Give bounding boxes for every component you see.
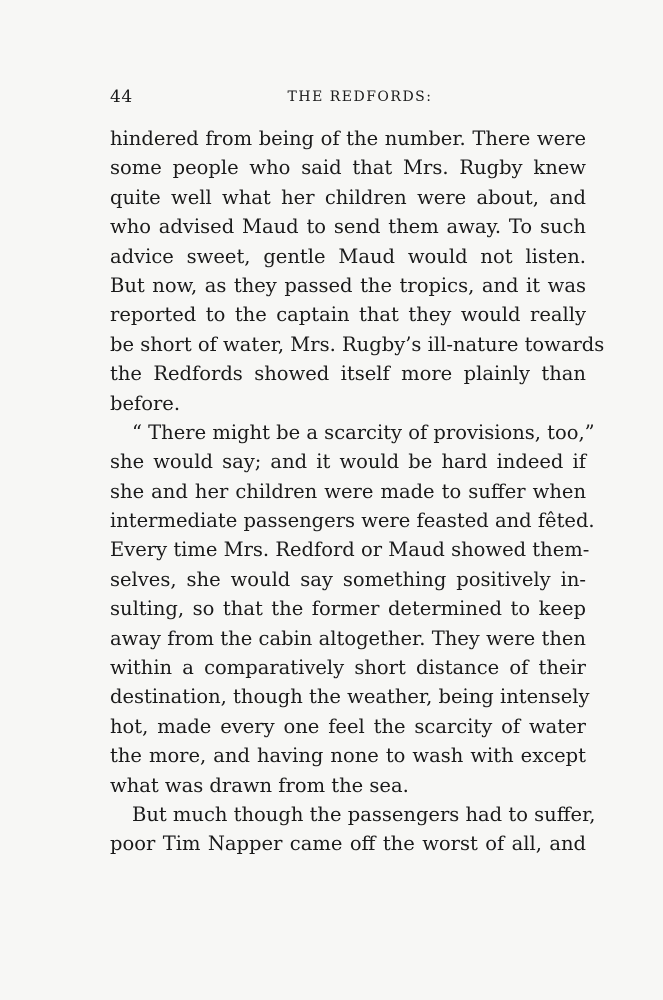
text-line: Every time Mrs. Redford or Maud showed them- <box>110 538 590 562</box>
text-line: But much though the passengers had to suffer, <box>132 802 596 826</box>
text-line: the Redfords showed itself more plainly than <box>110 362 586 386</box>
text-line: destination, though the weather, being intensely <box>110 685 590 709</box>
text-line: who advised Maud to send them away. To such <box>110 215 586 239</box>
text-line: be short of water, Mrs. Rugby’s ill-nature towards <box>110 332 605 356</box>
text-line: “ There might be a scarcity of provisions, too,” <box>132 420 595 444</box>
running-title: THE REDFORDS: <box>287 89 433 105</box>
text-line: away from the cabin altogether. They were then <box>110 626 586 650</box>
page-number: 44 <box>110 87 133 107</box>
text-line: sulting, so that the former determined to keep <box>110 597 586 621</box>
text-line: poor Tim Napper came off the worst of all, and <box>110 832 586 856</box>
text-line: within a comparatively short distance of their <box>110 656 586 680</box>
running-head <box>110 83 586 111</box>
text-line: But now, as they passed the tropics, and it was <box>110 273 586 297</box>
text-line: what was drawn from the sea. <box>110 773 409 797</box>
text-line: hindered from being of the number. There were <box>110 127 586 150</box>
text-line: some people who said that Mrs. Rugby knew <box>110 156 586 180</box>
text-line: intermediate passengers were feasted and fêted. <box>110 509 595 533</box>
text-line: hot, made every one feel the scarcity of water <box>110 714 586 738</box>
text-line: she would say; and it would be hard indeed if <box>110 450 586 474</box>
body-text <box>110 124 605 859</box>
text-line: the more, and having none to wash with except <box>110 744 586 768</box>
text-line: quite well what her children were about, and <box>110 185 586 209</box>
text-line: selves, she would say something positively in- <box>110 567 586 591</box>
text-line: she and her children were made to suffer when <box>110 479 586 503</box>
text-line: before. <box>110 391 181 415</box>
text-line: reported to the captain that they would really <box>110 303 586 327</box>
text-line: advice sweet, gentle Maud would not listen. <box>110 244 586 268</box>
